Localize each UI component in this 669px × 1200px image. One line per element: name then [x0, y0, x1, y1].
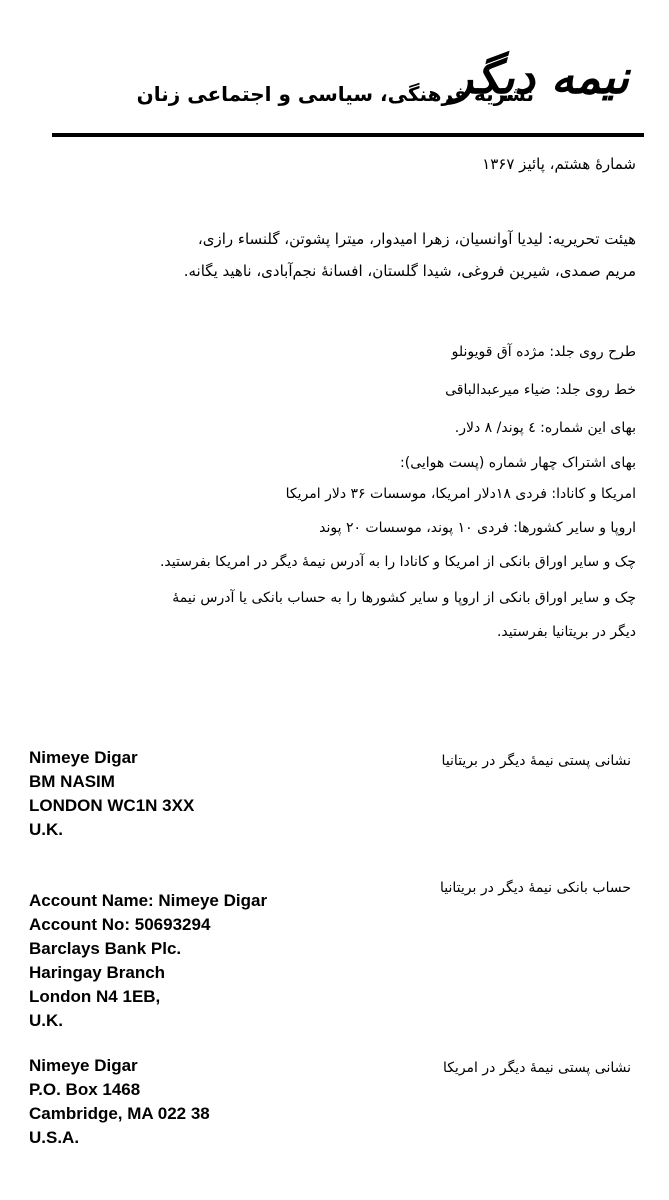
- us-postal-address-label: نشانی پستی نیمهٔ دیگر در امریکا: [442, 1060, 631, 1076]
- us-postal-line: U.S.A.: [29, 1128, 80, 1147]
- payment-note-us: چک و سایر اوراق بانکی از امریکا و کانادا را به آدرس نیمهٔ دیگر در امریکا بفرستید.: [159, 554, 636, 570]
- issue-number: شمارهٔ هشتم، پائیز ۱۳۶۷: [482, 155, 636, 173]
- subscription-heading: بهای اشتراک چهار شماره (پست هوایی):: [400, 455, 636, 471]
- magazine-subtitle: نشریهٔ فرهنگی، سیاسی و اجتماعی زنان: [136, 82, 534, 106]
- bank-account-line: Account Name: Nimeye Digar: [29, 891, 268, 910]
- us-postal-line: Cambridge, MA 022 38: [29, 1104, 210, 1123]
- issue-price: بهای این شماره: ٤ پوند/ ٨ دلار.: [454, 420, 636, 436]
- bank-account-line: Account No: 50693294: [29, 915, 211, 934]
- payment-note-uk-line-1: چک و سایر اوراق بانکی از اروپا و سایر کشورها را به حساب بانکی یا آدرس نیمهٔ: [172, 590, 636, 606]
- uk-postal-line: LONDON WC1N 3XX: [29, 796, 195, 815]
- cover-calligraphy-credit: خط روی جلد: ضیاء میرعبدالباقی: [445, 382, 636, 398]
- uk-postal-address-label: نشانی پستی نیمهٔ دیگر در بریتانیا: [441, 753, 631, 769]
- subscription-europe: اروپا و سایر کشورها: فردی ۱۰ پوند، موسسات ۲۰ پوند: [319, 520, 636, 536]
- bank-account-line: Haringay Branch: [29, 963, 166, 982]
- us-postal-line: P.O. Box 1468: [29, 1080, 141, 1099]
- uk-postal-line: U.K.: [29, 820, 63, 839]
- uk-bank-account-label: حساب بانکی نیمهٔ دیگر در بریتانیا: [440, 880, 631, 896]
- editorial-board-line-1: هیئت تحریریه: لیدیا آوانسیان، زهرا امیدوار، میترا پشوتن، گلنساء رازی،: [197, 230, 636, 248]
- bank-account-line: Barclays Bank Plc.: [29, 939, 182, 958]
- bank-account-line: London N4 1EB,: [29, 987, 161, 1006]
- cover-design-credit: طرح روی جلد: مژده آق قویونلو: [451, 344, 636, 360]
- bank-account-line: U.K.: [29, 1011, 63, 1030]
- magazine-logo: نیمه دیگر: [450, 50, 629, 104]
- editorial-board-line-2: مریم صمدی، شیرین فروغی، شیدا گلستان، افسانهٔ نجم‌آبادی، ناهید یگانه.: [183, 262, 636, 280]
- header-rule: [52, 133, 644, 137]
- subscription-americas: امریکا و کانادا: فردی ۱۸دلار امریکا، موسسات ۳۶ دلار امریکا: [285, 486, 636, 502]
- us-postal-line: Nimeye Digar: [29, 1056, 138, 1075]
- uk-postal-line: Nimeye Digar: [29, 748, 138, 767]
- payment-note-uk-line-2: دیگر در بریتانیا بفرستید.: [496, 624, 636, 640]
- uk-postal-line: BM NASIM: [29, 772, 115, 791]
